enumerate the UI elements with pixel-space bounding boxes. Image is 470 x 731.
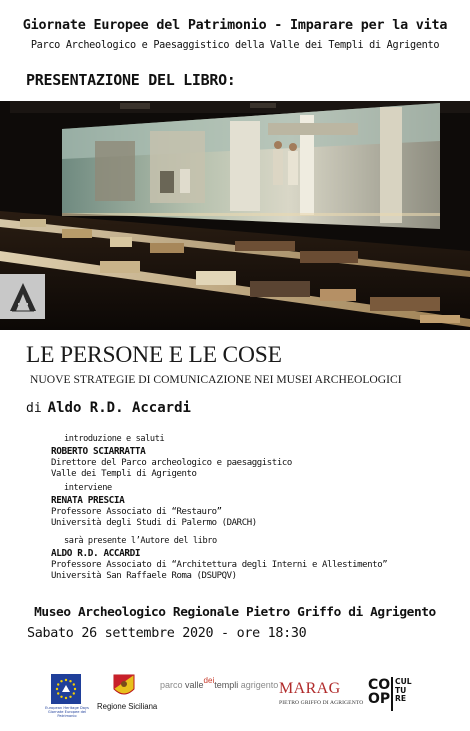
valle-templi-logo	[160, 676, 279, 690]
speaker3-role-line1: Professore Associato di “Architettura degli Interni e Allestimento”	[51, 560, 388, 570]
author-present-label: sarà presente l’Autore del libro	[64, 536, 217, 546]
museum-photo	[0, 101, 470, 330]
eu-stars-icon	[54, 677, 78, 701]
speaker1-role-line1: Direttore del Parco archeologico e paesaggistico	[51, 458, 292, 468]
culture-line2: TU	[395, 685, 407, 695]
book-subtitle: NUOVE STRATEGIE DI COMUNICAZIONE NEI MUSEI ARCHEOLOGICI	[30, 373, 402, 386]
speaker2-role-line2: Università degli Studi di Palermo (DARCH)	[51, 518, 257, 528]
parco-word: parco	[160, 680, 183, 690]
intervene-label: interviene	[64, 483, 112, 493]
eu-heritage-logo	[51, 674, 81, 704]
marag-subtitle: PIETRO GRIFFO DI AGRIGENTO	[279, 700, 364, 706]
publisher-logo	[0, 274, 45, 319]
agrigento-word: agrigento	[240, 680, 279, 690]
author-name: Aldo R.D. Accardi	[47, 400, 191, 416]
speaker2-role-line1: Professore Associato di “Restauro”	[51, 507, 222, 517]
speaker3-name: ALDO R.D. ACCARDI	[51, 548, 141, 559]
event-title: Giornate Europee del Patrimonio - Imparare per la vita	[22, 18, 448, 33]
event-date: Sabato 26 settembre 2020 - ore 18:30	[27, 626, 307, 641]
dei-word: dei	[203, 676, 215, 685]
culture-line1: CUL	[395, 677, 412, 686]
eu-caption: European Heritage Days Giornate Europee del Patrimonio	[45, 706, 89, 718]
valle-word: valle	[185, 680, 204, 690]
presentation-label: PRESENTAZIONE DEL LIBRO:	[26, 71, 236, 89]
venue: Museo Archeologico Regionale Pietro Griffo di Agrigento	[34, 605, 436, 620]
coop-divider	[391, 677, 393, 711]
author-prefix: di	[26, 401, 42, 416]
trinacria-icon	[113, 674, 135, 699]
sicily-emblem	[113, 674, 135, 699]
speaker2-name: RENATA PRESCIA	[51, 495, 125, 506]
culture-text	[395, 678, 412, 704]
sponsor-logos	[0, 668, 470, 718]
intro-label: introduzione e saluti	[64, 434, 165, 444]
coop-line2: OP	[368, 691, 391, 707]
book-title: LE PERSONE E LE COSE	[26, 342, 282, 368]
speaker1-name: ROBERTO SCIARRATTA	[51, 446, 146, 457]
marag-logo: MARAG	[279, 680, 341, 697]
sicily-caption: Regione Siciliana	[97, 702, 158, 711]
speaker3-role-line2: Università San Raffaele Roma (DSUPQV)	[51, 571, 237, 581]
publisher-a-icon	[6, 280, 40, 314]
templi-word: templi	[214, 680, 239, 690]
coop-line1: CO	[368, 677, 391, 693]
event-subtitle: Parco Archeologico e Paesaggistico della Valle dei Templi di Agrigento	[30, 40, 440, 51]
author-line	[26, 400, 191, 416]
coop-culture-logo	[368, 678, 390, 706]
culture-line3: RE	[395, 694, 407, 704]
speaker1-role-line2: Valle dei Templi di Agrigento	[51, 469, 197, 479]
